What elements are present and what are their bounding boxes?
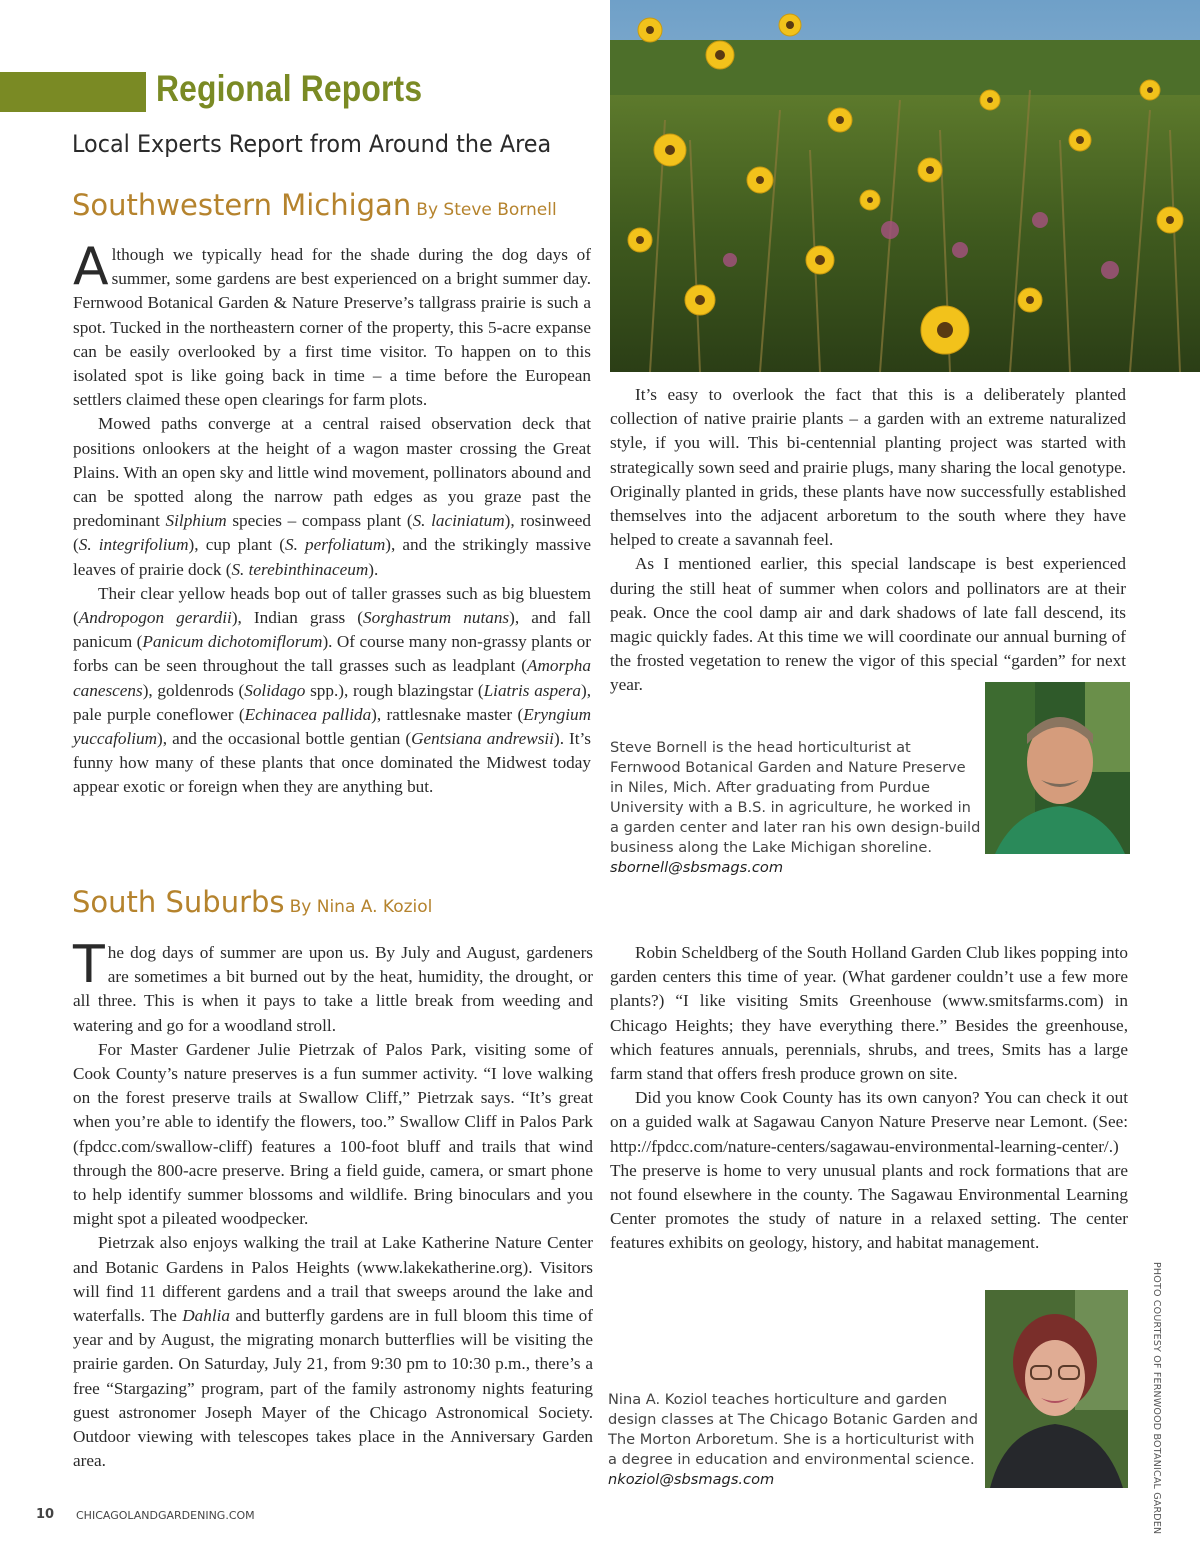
article1-dropcap: A: [73, 237, 109, 297]
section-kicker: Regional Reports: [156, 68, 423, 109]
article1-column-left: [73, 237, 592, 800]
article1-author-bio: Steve Bornell is the head horticulturist at Fernwood Botanical Garden and Nature Preserve in Niles, Mich. After graduating from Purdue University with a B.S. in agriculture, he worked in a garden center and later ran his own design-build business along the Lake Michigan shoreline. sbornell@sbsmags.com: [610, 739, 981, 876]
nina-koziol-portrait-art: [985, 1290, 1128, 1488]
article2-author-bio: Nina A. Koziol teaches horticulture and garden design classes at The Chicago Botanic Garden and The Morton Arboretum. She is a horticulturist with a degree in education and environmental science. nkoziol@sbsmags.com: [608, 1391, 979, 1488]
article1-author-email[interactable]: sbornell@sbsmags.com: [610, 859, 784, 876]
page-subtitle: Local Experts Report from Around the Area: [72, 130, 552, 158]
article2-byline: By Nina A. Koziol: [289, 897, 433, 917]
prairie-photo: [610, 0, 1200, 372]
nina-koziol-portrait: [985, 1290, 1128, 1488]
article1-paragraph-1: Although we typically head for the shade during the dog days of summer, some gardens are best experienced on a bright summer day. Fernwood Botanical Garden & Nature Preserve’s tallgrass prairie is such a spot. Tucked in the northeastern corner of the property, this 5-acre expanse can be easily overlooked by a first time visitor. To happen on to this isolated spot is like going back in time – a time before the European settlers claimed these open clearings for farm plots.: [73, 237, 591, 410]
article2-paragraph-3: Pietrzak also enjoys walking the trail at Lake Katherine Nature Center and Botanic Gardens in Palos Heights (www.lakekatherine.org). Visitors will find 11 different gardens and a trail that sweeps around the lake and waterfalls. The Dahlia and butterfly gardens are in full bloom this time of year and by August, the migrating monarch butterflies will be visiting the prairie garden. On Saturday, July 21, from 9:30 pm to 10:30 p.m., there’s a free “Stargazing” program, part of the family astronomy nights featuring guest astronomer Joseph Mayer of the Chicago Astronomical Society. Outdoor viewing with telescopes takes place in the Anniversary Garden area.: [73, 1233, 593, 1471]
article1-paragraph-5: As I mentioned earlier, this special landscape is best experienced during the still heat of summer when colors and pollinators are at their peak. Once the cool damp air and dark shadows of late fall descend, its magic quickly fades. At this time we will coordinate our annual burning of the frosted vegetation to renew the vigor of this special “garden” for next year.: [610, 554, 1126, 695]
steve-bornell-portrait-art: [985, 682, 1130, 854]
prairie-photo-art: [610, 0, 1200, 372]
article2-paragraph-1: The dog days of summer are upon us. By July and August, gardeners are sometimes a bit burned out by the heat, humidity, the drought, or all three. This is when it pays to take a little break from weeding and watering and go for a woodland stroll.: [73, 935, 593, 1035]
header-accent-bar: [0, 72, 146, 112]
article1-heading: [72, 188, 557, 222]
footer-website[interactable]: CHICAGOLANDGARDENING.COM: [76, 1509, 255, 1522]
article1-paragraph-4: It’s easy to overlook the fact that this is a deliberately planted collection of native prairie plants – a garden with an extreme naturalized style, if you will. This bi-centennial planting project was started with strategically sown seed and prairie plugs, many sharing the local genotype. Originally planted in grids, these plants have now successfully established themselves into the adjacent arboretum to the south where they have helped to create a savannah feel.: [610, 385, 1126, 550]
article1-byline: By Steve Bornell: [416, 200, 557, 220]
article2-paragraph-4: Robin Scheldberg of the South Holland Garden Club likes popping into garden centers this time of year. (What gardener couldn’t use a few more plants?) “I like visiting Smits Greenhouse (www.smitsfarms.com) in Chicago Heights; they have everything there.” Besides the greenhouse, which features annuals, perennials, shrubs, and trees, Smits has a large farm stand that offers fresh produce grown on site.: [610, 943, 1128, 1084]
article2-paragraph-2: For Master Gardener Julie Pietrzak of Palos Park, visiting some of Cook County’s nature preserves is a fun summer activity. “I love walking on the forest preserve trails at Swallow Cliff,” Pietrzak says. “It’s great when you’re able to identify the flowers, too.” Swallow Cliff in Palos Park (fpdcc.com/swallow-cliff) features a 100-foot bluff and trails that wind through the 800-acre preserve. Bring a field guide, camera, or smart phone to help identify summer blossoms and wildlife. Bring binoculars and you might spot a pileated woodpecker.: [73, 1039, 593, 1229]
page-number: 10: [36, 1507, 55, 1522]
steve-bornell-portrait: [985, 682, 1130, 854]
article2-column-left: [73, 935, 593, 1473]
article1-column-right: [610, 383, 1126, 698]
article1-paragraph-2: Mowed paths converge at a central raised observation deck that positions onlookers at the height of a wagon master crossing the Great Plains. With an open sky and little wind movement, pollinators abound and can be spotted along the narrow path edges as you graze past the predominant Silphium species – compass plant (S. laciniatum), rosinweed (S. integrifolium), cup plant (S. perfoliatum), and the strikingly massive leaves of prairie dock (S. terebinthinaceum).: [73, 414, 591, 579]
article2-dropcap: T: [73, 935, 105, 995]
article2-title: South Suburbs: [72, 885, 285, 919]
article2-heading: [72, 885, 432, 919]
photo-credit: PHOTO COURTESY OF FERNWOOD BOTANICAL GARDEN: [1151, 1262, 1162, 1535]
article1-paragraph-3: Their clear yellow heads bop out of taller grasses such as big bluestem (Andropogon gerardii), Indian grass (Sorghastrum nutans), and fall panicum (Panicum dichotomiflorum). Of course many non-grassy plants or forbs can be seen throughout the tall grasses such as leadplant (Amorpha canescens), goldenrods (Solidago spp.), rough blazingstar (Liatris aspera), pale purple coneflower (Echinacea pallida), rattlesnake master (Eryngium yuccafolium), and the occasional bottle gentian (Gentsiana andrewsii). It’s funny how many of these plants that once dominated the Midwest today appear exotic or foreign when they are anything but.: [73, 583, 592, 797]
article1-title: Southwestern Michigan: [72, 188, 412, 222]
article2-column-right: [610, 941, 1128, 1256]
article2-paragraph-5: Did you know Cook County has its own canyon? You can check it out on a guided walk at Sagawau Canyon Nature Preserve near Lemont. (See: http://fpdcc.com/nature-centers/sagawau-environmental-learning-center/.) The preserve is home to very unusual plants and rock formations that are not found elsewhere in the county. The Sagawau Environmental Learning Center promotes the study of nature in a relaxed setting. The center features exhibits on geology, history, and habitat management.: [610, 1088, 1128, 1253]
article2-author-email[interactable]: nkoziol@sbsmags.com: [608, 1471, 775, 1488]
